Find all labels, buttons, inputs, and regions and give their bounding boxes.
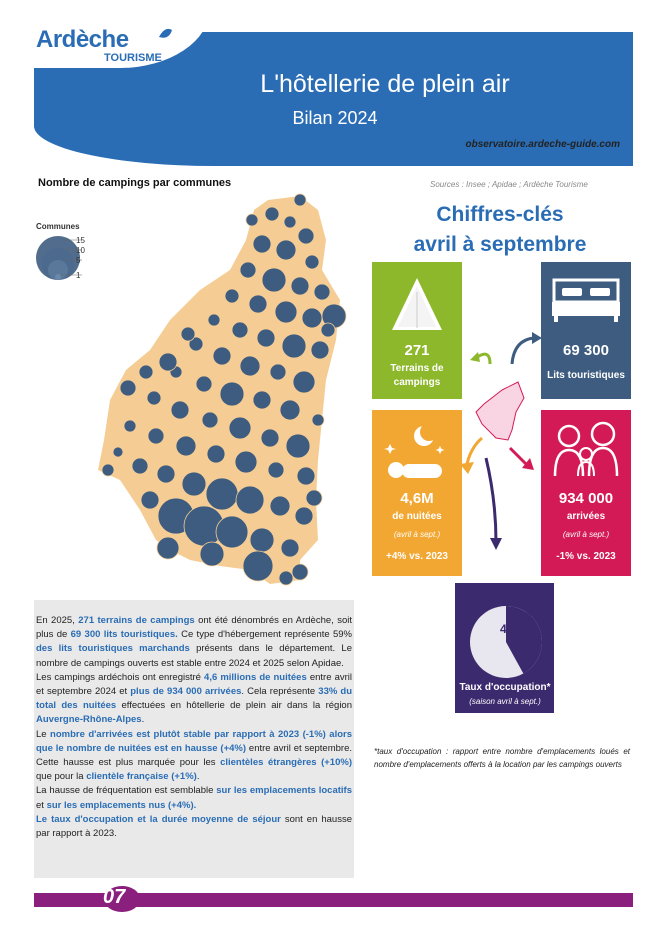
- camping-bubble: [268, 462, 284, 478]
- campings-label-2: campings: [393, 377, 441, 388]
- camping-bubble: [262, 268, 286, 292]
- nights-change: +4% vs. 2023: [386, 551, 448, 562]
- camping-bubble: [281, 539, 299, 557]
- camping-bubble: [132, 458, 148, 474]
- legend-value-5: 5: [76, 256, 81, 265]
- camping-bubble: [181, 327, 195, 341]
- camping-bubble: [159, 353, 177, 371]
- camping-bubble: [232, 322, 248, 338]
- nights-label: de nuitées: [392, 511, 442, 522]
- occupancy-label: Taux d'occupation*: [459, 682, 551, 693]
- camping-bubble: [292, 564, 308, 580]
- camping-bubble: [306, 490, 322, 506]
- camping-bubble: [293, 371, 315, 393]
- campings-label-1: Terrains de: [390, 363, 444, 374]
- camping-bubble: [225, 289, 239, 303]
- camping-bubble: [147, 391, 161, 405]
- camping-bubble: [312, 414, 324, 426]
- map-legend-title: Communes: [36, 222, 80, 231]
- beds-label: Lits touristiques: [547, 370, 625, 381]
- nights-period: (avril à sept.): [393, 530, 441, 539]
- logo-text: Ardèche: [36, 26, 129, 53]
- legend-value-10: 10: [76, 246, 85, 255]
- camping-bubble: [120, 380, 136, 396]
- camping-bubble: [246, 214, 258, 226]
- sources-note: Sources : Insee ; Apidae ; Ardèche Tourisme: [430, 180, 588, 189]
- camping-bubble: [171, 401, 189, 419]
- camping-bubble: [229, 417, 251, 439]
- camping-bubble: [286, 434, 310, 458]
- paragraph-2: Les campings ardéchois ont enregistré 4,6 millions de nuitées entre avril et septembre 2024 et plus de 934 000 arrivées. Cela représente 33% du total des nuitées effectuées en hôtellerie de plein air dans la région Auvergne-Rhône-Alpes.: [36, 671, 353, 726]
- department-outline-shape: [476, 382, 524, 440]
- camping-bubble: [314, 284, 330, 300]
- camping-bubble: [297, 467, 315, 485]
- beds-value: 69 300: [563, 342, 609, 359]
- camping-bubble: [291, 277, 309, 295]
- camping-bubble: [294, 194, 306, 206]
- camping-bubble: [305, 255, 319, 269]
- arrivals-card: [541, 410, 631, 576]
- logo-subtitle: TOURISME: [104, 52, 162, 64]
- arrivals-label: arrivées: [566, 511, 606, 522]
- occupancy-footnote: *taux d'occupation : rapport entre nombre d'emplacements loués et nombre d'emplacements offerts à la location par les campings ouverts: [374, 747, 630, 769]
- camping-bubble: [321, 323, 335, 337]
- summary-text: [36, 614, 352, 841]
- arrivals-value: 934 000: [558, 490, 614, 507]
- occupancy-period: (saison avril à sept.): [469, 697, 541, 706]
- beds-card: [541, 262, 631, 399]
- nights-value: 4,6M: [400, 490, 434, 507]
- tent-icon: [384, 272, 450, 338]
- camping-bubble: [236, 486, 264, 514]
- camping-bubble: [148, 428, 164, 444]
- camping-bubble: [243, 551, 273, 581]
- camping-bubble: [208, 314, 220, 326]
- page-title: L'hôtellerie de plein air: [260, 70, 510, 98]
- paragraph-3: Le nombre d'arrivées est plutôt stable par rapport à 2023 (-1%) alors que le nombre de nuitées est en hausse (+4%) entre avril et septembre. Cette hausse est plus marquée pour les clientèles étrangères (+10%) que pour la clientèle française (+1%).: [36, 728, 353, 783]
- camping-bubble: [202, 412, 218, 428]
- paragraph-4: La hausse de fréquentation est semblable sur les emplacements locatifs et sur les emplacements nus (+4%).: [36, 785, 352, 811]
- camping-bubble: [207, 445, 225, 463]
- camping-bubble: [275, 301, 297, 323]
- arrivals-period: (avril à sept.): [562, 530, 610, 539]
- camping-bubble: [176, 436, 196, 456]
- legend-value-15: 15: [76, 236, 85, 245]
- camping-bubble: [280, 400, 300, 420]
- camping-bubble: [157, 537, 179, 559]
- camping-bubble: [141, 491, 159, 509]
- camping-bubble: [102, 464, 114, 476]
- camping-bubble: [220, 382, 244, 406]
- camping-bubble: [249, 295, 267, 313]
- camping-bubble: [311, 341, 329, 359]
- camping-bubble: [282, 334, 306, 358]
- camping-bubble: [182, 472, 206, 496]
- camping-bubble: [200, 542, 224, 566]
- camping-bubble: [279, 571, 293, 585]
- paragraph-1: En 2025, 271 terrains de campings ont été dénombrés en Ardèche, soit plus de 69 300 lits touristiques. Ce type d'hébergement représente 59% des lits touristiques marchands présents dans le département. Le nombre de campings ouverts est stable entre 2024 et 2025 selon Apidae.: [36, 615, 352, 669]
- camping-bubble: [206, 478, 238, 510]
- camping-bubble: [257, 329, 275, 347]
- sleep-moon-icon: [380, 416, 454, 488]
- camping-bubble: [139, 365, 153, 379]
- camping-bubble: [295, 507, 313, 525]
- camping-bubble: [196, 376, 212, 392]
- occupancy-percent: 42%: [500, 622, 525, 636]
- camping-bubble: [253, 391, 271, 409]
- camping-bubble: [302, 308, 322, 328]
- camping-bubble: [235, 451, 257, 473]
- campings-card: [372, 262, 462, 399]
- legend-value-1: 1: [76, 271, 81, 280]
- camping-bubble: [240, 356, 260, 376]
- website-link[interactable]: observatoire.ardeche-guide.com: [465, 139, 620, 150]
- camping-bubble: [265, 207, 279, 221]
- bed-icon: [550, 276, 622, 326]
- camping-bubble: [157, 465, 175, 483]
- key-figures-title: Chiffres-clés avril à septembre: [413, 203, 587, 256]
- page-subtitle: Bilan 2024: [292, 108, 378, 128]
- arrivals-change: -1% vs. 2023: [556, 551, 616, 562]
- campings-value: 271: [404, 342, 430, 359]
- camping-bubble: [298, 228, 314, 244]
- paragraph-5: Le taux d'occupation et la durée moyenne de séjour sont en hausse par rapport à 2023.: [36, 813, 352, 840]
- flow-arrows: [460, 320, 552, 550]
- nights-card: [372, 410, 462, 576]
- family-icon: [549, 418, 623, 482]
- camping-bubble: [284, 216, 296, 228]
- camping-bubble: [240, 262, 256, 278]
- camping-bubble: [253, 235, 271, 253]
- camping-bubble: [124, 420, 136, 432]
- occupancy-pie: [462, 598, 550, 686]
- map-title: Nombre de campings par communes: [38, 177, 232, 189]
- camping-bubble: [270, 496, 290, 516]
- camping-bubble: [216, 516, 248, 548]
- camping-bubble: [261, 429, 279, 447]
- camping-bubble: [270, 364, 286, 380]
- camping-bubble: [113, 447, 123, 457]
- page-number: 07: [103, 886, 126, 908]
- camping-bubble: [213, 347, 231, 365]
- camping-bubble: [276, 240, 296, 260]
- camping-bubble: [250, 528, 274, 552]
